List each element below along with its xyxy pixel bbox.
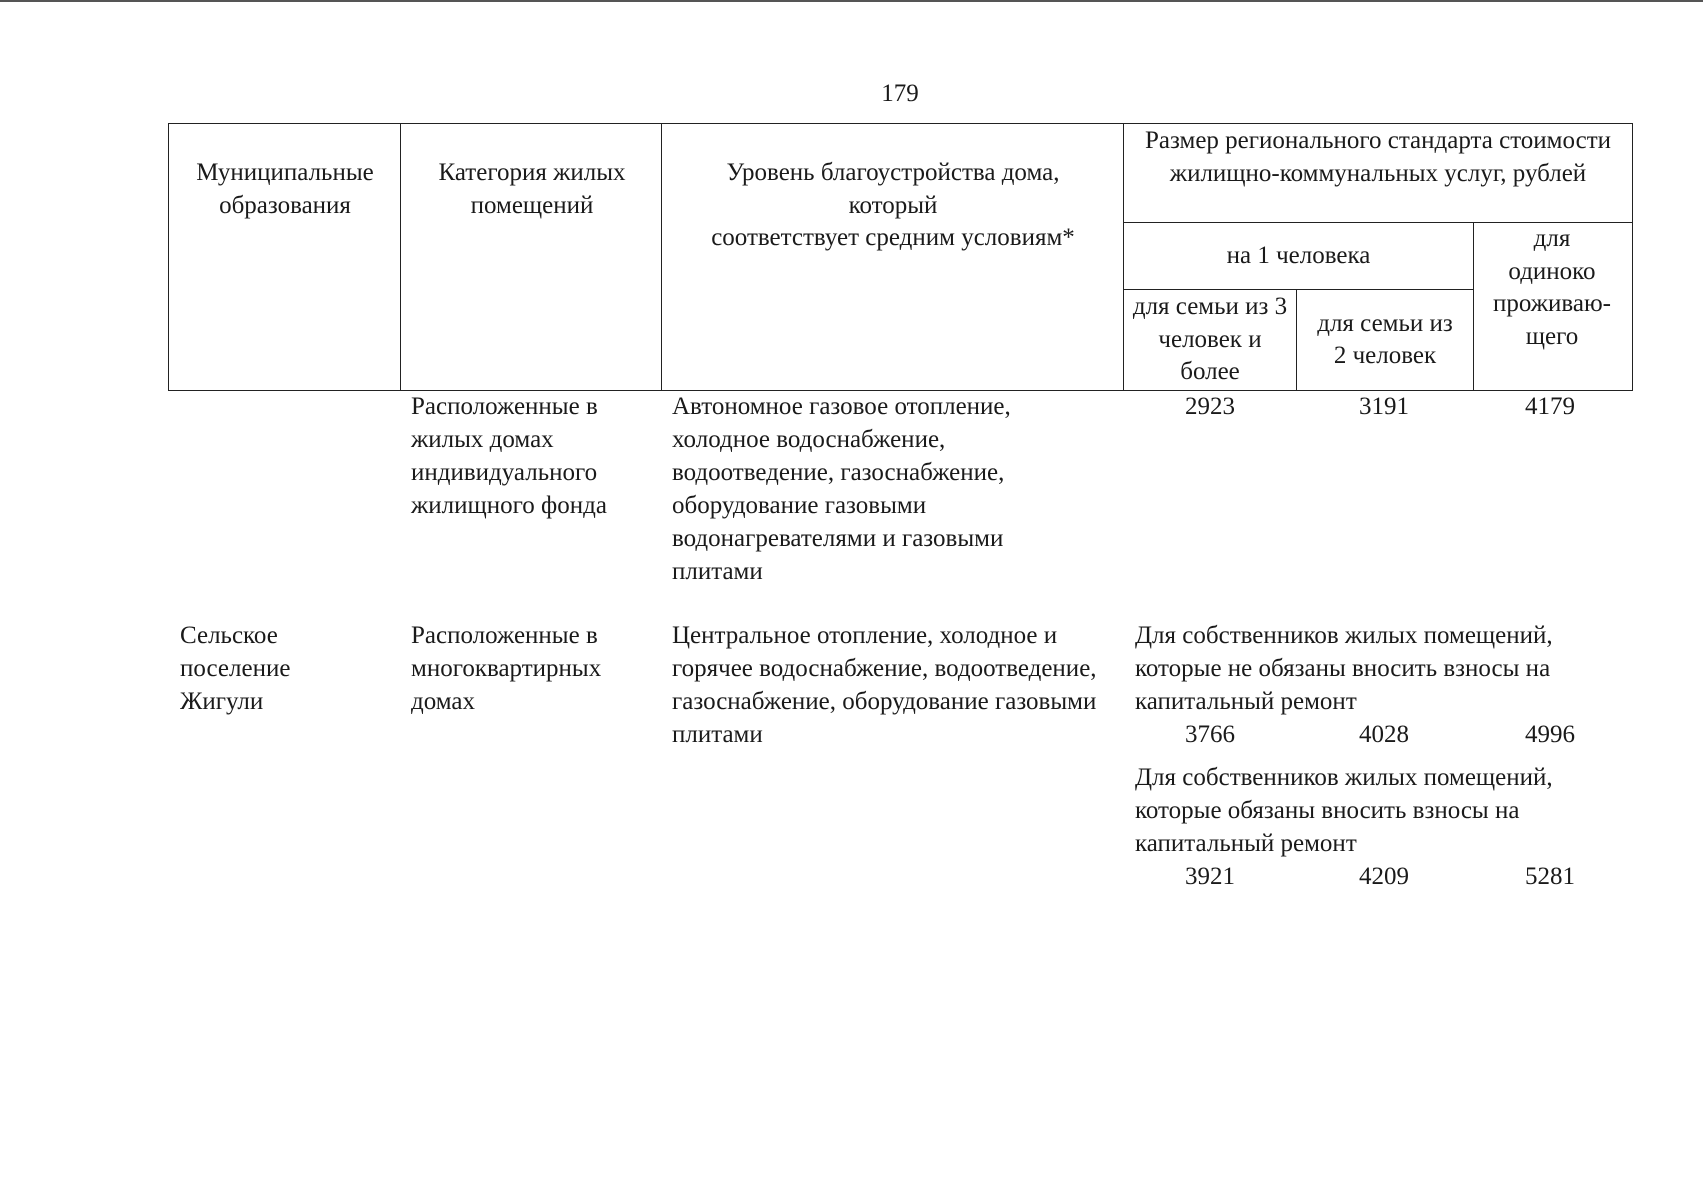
row2-note1: Для собственников жилых помещений, которые не обязаны вносить взносы на капитальный ремонт [1135, 622, 1553, 715]
row2-level: Центральное отопление, холодное и горячее водоснабжение, водоотведение, газоснабжение, оборудование газовыми плитами [672, 622, 1097, 748]
row2-value1-family2: 4028 [1359, 721, 1409, 748]
table-header [168, 123, 1633, 391]
row1-value-single: 4179 [1525, 393, 1575, 420]
header-divider-single [1473, 222, 1474, 391]
header-single: для одиноко проживаю-щего [1493, 225, 1611, 350]
header-divider-1 [400, 123, 401, 391]
row1-level: Автономное газовое отопление, холодное водоснабжение, водоотведение, газоснабжение, оборудование газовыми водонагревателями и газовыми плитами [672, 393, 1011, 585]
header-category: Категория жилых помещений [438, 159, 626, 219]
header-family2: для семьи из 2 человек [1317, 309, 1453, 369]
row2-value1-family3: 3766 [1185, 721, 1235, 748]
header-family3: для семьи из 3 человек и более [1132, 293, 1288, 386]
header-rule-per-person [1123, 289, 1473, 290]
header-rule-top [168, 123, 1633, 124]
row1-value-family2: 3191 [1359, 393, 1409, 420]
header-divider-2 [661, 123, 662, 391]
header-level-line1: Уровень благоустройства дома, который [726, 159, 1060, 219]
row2-value2-single: 5281 [1525, 863, 1575, 890]
row2-value2-family3: 3921 [1185, 863, 1235, 890]
page-number: 179 [881, 80, 919, 107]
row1-value-family3: 2923 [1185, 393, 1235, 420]
row2-value2-family2: 4209 [1359, 863, 1409, 890]
header-standard-line2: жилищно-коммунальных услуг, рублей [1169, 159, 1587, 187]
header-municipality: Муниципальные образования [196, 159, 374, 219]
header-standard-line1: Размер регионального стандарта стоимости [1144, 127, 1612, 154]
row1-category: Расположенные в жилых домах индивидуального жилищного фонда [411, 393, 607, 519]
header-level [666, 157, 1120, 267]
row2-value1-single: 4996 [1525, 721, 1575, 748]
row2-municipality: Сельское поселение Жигули [180, 622, 291, 715]
header-level-line2: соответствует средним условиям* [711, 224, 1075, 251]
page-top-edge [0, 0, 1703, 2]
row2-category: Расположенные в многоквартирных домах [411, 622, 602, 715]
header-per-person: на 1 человека [1226, 241, 1371, 269]
header-rule-left [168, 123, 169, 391]
header-divider-family [1296, 289, 1297, 391]
header-rule-right [1632, 123, 1633, 391]
header-standard [1128, 125, 1628, 221]
row2-note2: Для собственников жилых помещений, которые обязаны вносить взносы на капитальный ремонт [1135, 764, 1553, 857]
